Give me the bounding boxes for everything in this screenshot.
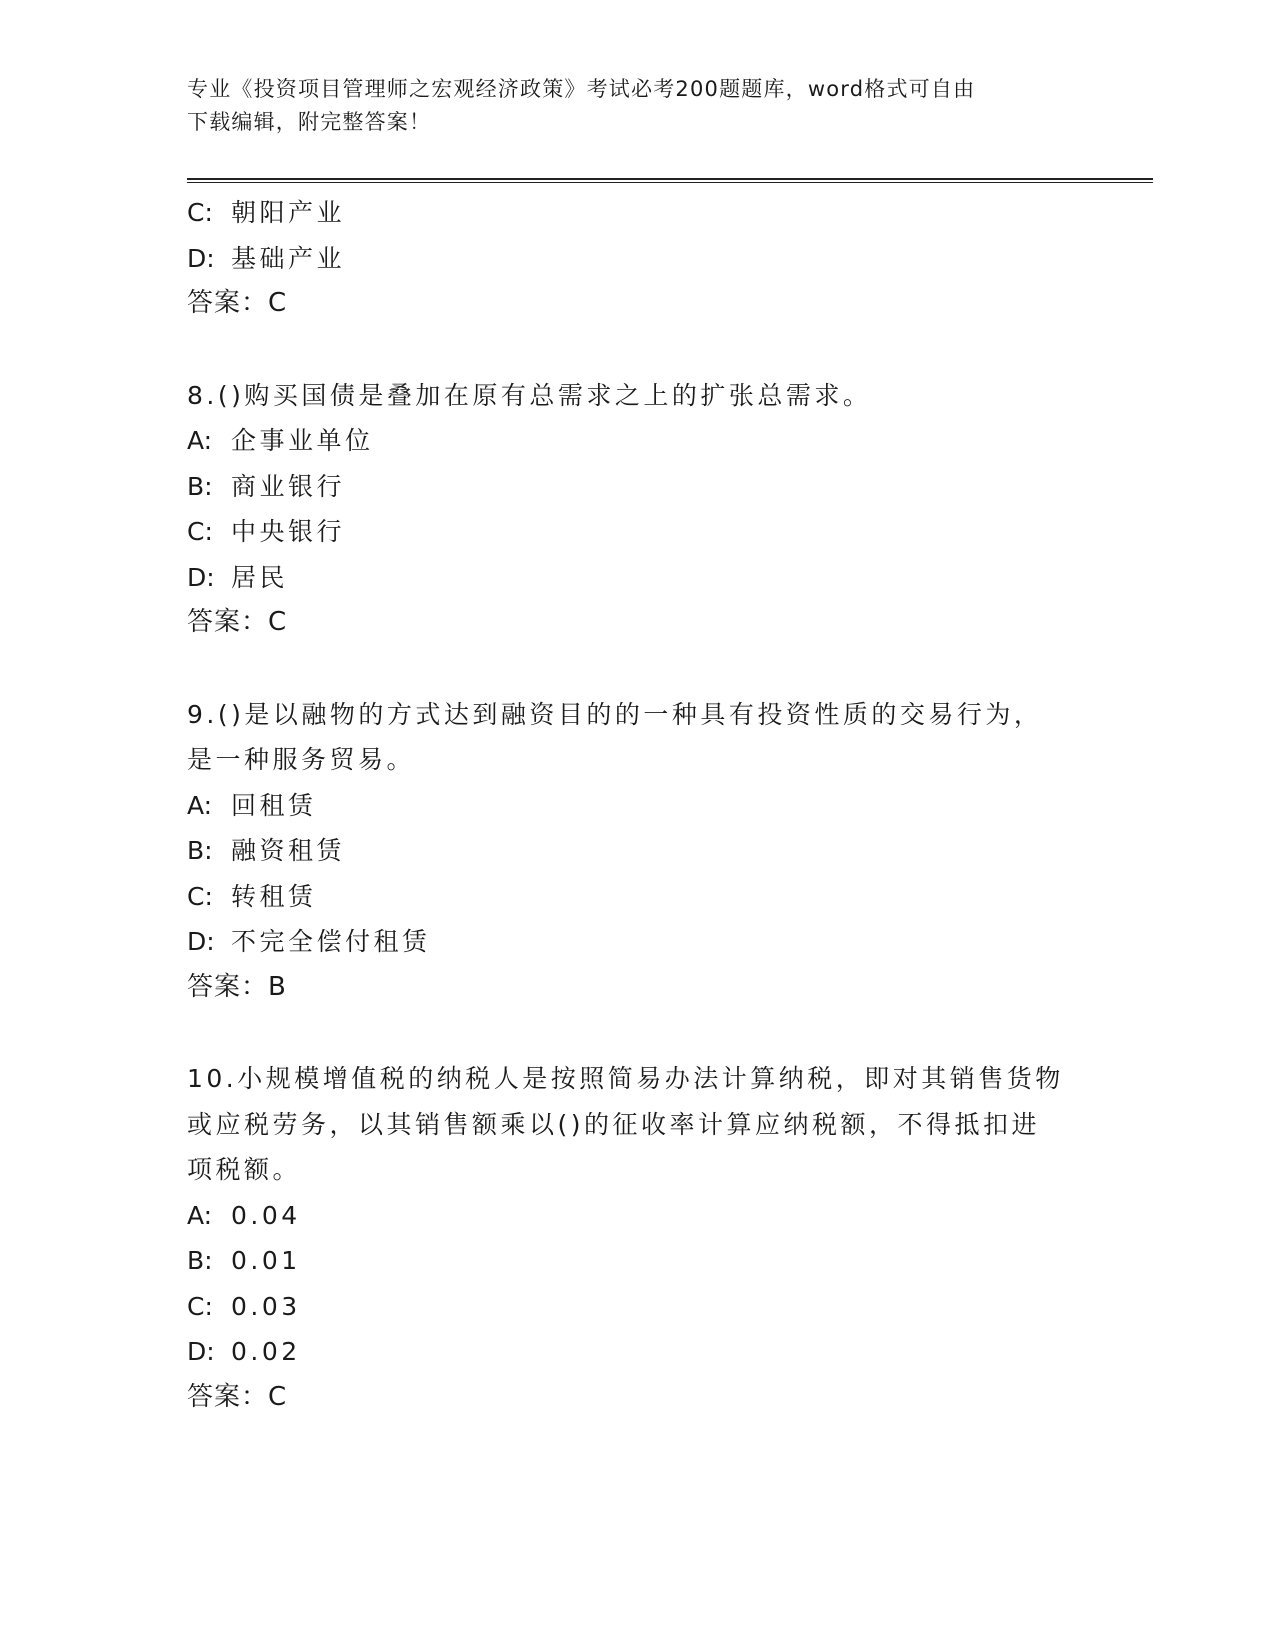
question-stem: 9.()是以融物的方式达到融资目的的一种具有投资性质的交易行为， xyxy=(187,699,1043,729)
option-letter: D: xyxy=(187,562,215,592)
option-text: 中央银行 xyxy=(231,517,346,546)
spacer xyxy=(187,646,1087,692)
option-letter: A: xyxy=(187,1200,213,1230)
option-letter: C: xyxy=(187,198,213,227)
option-letter: C: xyxy=(187,517,213,546)
option-text: 0.03 xyxy=(231,1291,301,1321)
option-c xyxy=(187,509,1087,555)
option-a xyxy=(187,1193,1087,1239)
option-d xyxy=(187,555,1087,601)
option-c xyxy=(187,190,1087,236)
question-stem: 项税额。 xyxy=(187,1155,302,1184)
option-letter: C: xyxy=(187,1291,213,1321)
question-list xyxy=(187,190,1087,1420)
option-b xyxy=(187,828,1087,874)
question-stem: 10.小规模增值税的纳税人是按照简易办法计算纳税，即对其销售货物 xyxy=(187,1064,1064,1093)
option-c xyxy=(187,1284,1087,1330)
answer-line: 答案：B xyxy=(187,971,287,1002)
option-a xyxy=(187,418,1087,464)
option-letter: A: xyxy=(187,790,213,820)
option-text: 0.01 xyxy=(231,1246,301,1275)
option-d xyxy=(187,236,1087,282)
question-10-block xyxy=(187,1056,1087,1420)
option-a xyxy=(187,783,1087,829)
option-text: 转租赁 xyxy=(231,881,317,911)
spacer xyxy=(187,327,1087,373)
option-letter: C: xyxy=(187,881,213,911)
header-rule-thin xyxy=(187,182,1153,183)
question-9-block xyxy=(187,692,1087,1011)
question-stem: 或应税劳务，以其销售额乘以()的征收率计算应纳税额，不得抵扣进 xyxy=(187,1109,1041,1139)
option-d xyxy=(187,919,1087,965)
option-text: 基础产业 xyxy=(231,243,346,273)
header-line-2: 下载编辑，附完整答案！ xyxy=(187,110,432,134)
question-stem: 是一种服务贸易。 xyxy=(187,745,416,774)
option-letter: D: xyxy=(187,1337,215,1366)
option-letter: D: xyxy=(187,243,215,273)
option-text: 0.04 xyxy=(231,1200,301,1230)
question-8-block xyxy=(187,373,1087,646)
header-line-1: 专业《投资项目管理师之宏观经济政策》考试必考200题题库，word格式可自由 xyxy=(187,77,976,101)
option-b xyxy=(187,464,1087,510)
option-text: 商业银行 xyxy=(231,471,346,501)
option-d xyxy=(187,1329,1087,1375)
option-letter: D: xyxy=(187,927,215,956)
option-letter: A: xyxy=(187,426,213,455)
option-text: 0.02 xyxy=(231,1337,301,1366)
option-text: 融资租赁 xyxy=(231,836,346,865)
option-letter: B: xyxy=(187,836,213,865)
header-rule-thick xyxy=(187,178,1153,180)
question-7-block xyxy=(187,190,1087,327)
option-letter: B: xyxy=(187,1246,213,1275)
option-text: 回租赁 xyxy=(231,790,317,820)
option-text: 朝阳产业 xyxy=(231,198,346,227)
question-stem: 8.()购买国债是叠加在原有总需求之上的扩张总需求。 xyxy=(187,380,872,410)
document-header xyxy=(187,73,1067,139)
option-text: 企事业单位 xyxy=(231,426,374,455)
answer-line: 答案：C xyxy=(187,1381,288,1412)
option-b xyxy=(187,1238,1087,1284)
answer-line: 答案：C xyxy=(187,607,288,637)
option-letter: B: xyxy=(187,471,213,501)
option-c xyxy=(187,874,1087,920)
answer-line: 答案：C xyxy=(187,288,288,318)
spacer xyxy=(187,1010,1087,1056)
option-text: 居民 xyxy=(231,562,289,592)
option-text: 不完全偿付租赁 xyxy=(231,927,431,956)
